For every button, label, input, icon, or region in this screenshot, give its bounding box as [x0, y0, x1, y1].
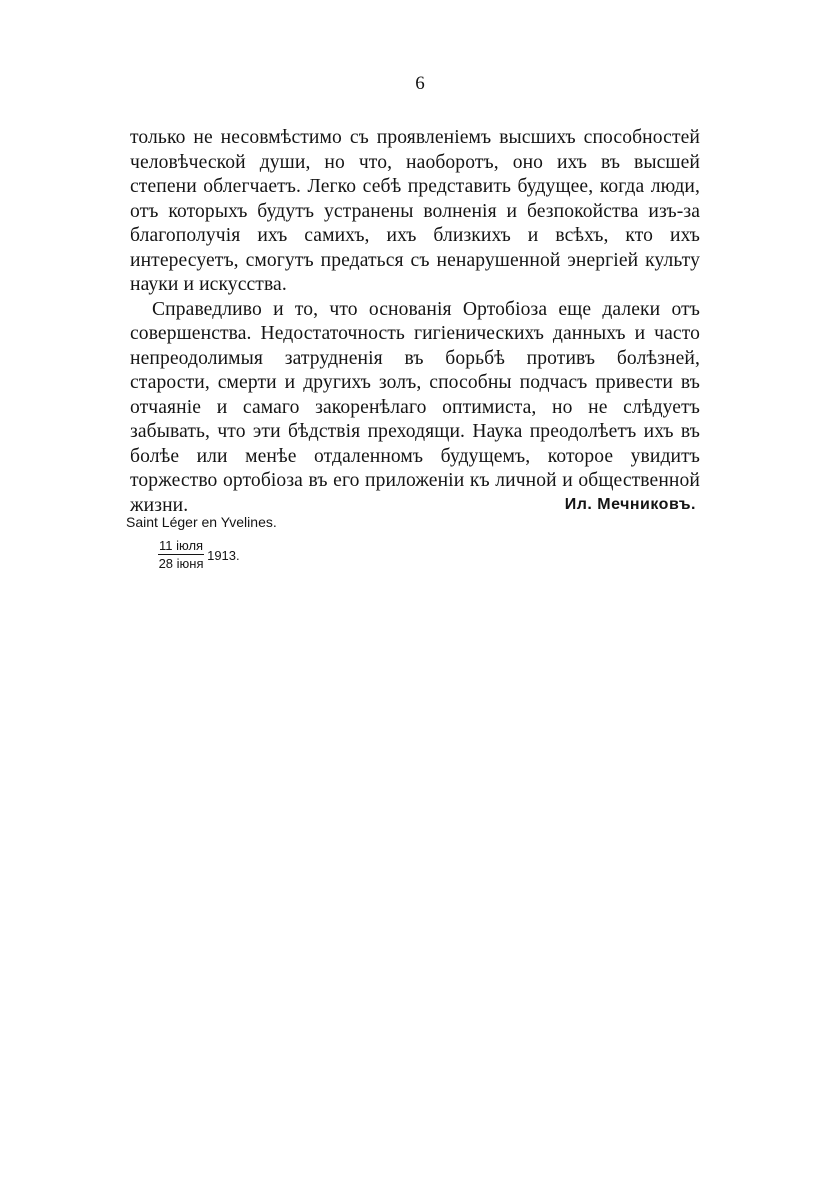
- date-new-style: 11 іюля: [159, 538, 204, 553]
- paragraph-orthobiosis: Справедливо и то, что основанія Ортобіоза еще далеки отъ совершенства. Недостаточность гигіеническихъ данныхъ и часто непреодолимыя затрудненія въ борьбѣ противъ болѣзней, старости, смерти и другихъ золъ, способны подчасъ привести въ отчаяніе и самаго закоренѣлаго оптимиста, но не слѣдуетъ забывать, что эти бѣдствія преходящи. Наука преодолѣетъ ихъ въ болѣе или менѣе отдаленномъ будущемъ, которое увидитъ торжество ортобіоза въ его приложеніи къ личной и общественной жизни.: [130, 298, 700, 516]
- dateline-date: [158, 538, 240, 571]
- page-number: 6: [415, 73, 425, 94]
- date-old-style: 28 іюня: [158, 556, 204, 571]
- author-signature: Ил. Мечниковъ.: [564, 496, 696, 513]
- paragraph-continuation: только не несовмѣстимо съ проявленіемъ высшихъ способностей человѣческой души, но что, наоборотъ, оно ихъ въ высшей степени облегчаетъ. Легко себѣ представить будущее, когда люди, отъ которыхъ будутъ устранены волненія и безпокойства изъ-за благополучія ихъ самихъ, ихъ близкихъ и всѣхъ, кто ихъ интересуетъ, смогутъ предаться съ ненарушенной энергіей культу науки и искусства.: [130, 127, 700, 295]
- double-date-fraction: [158, 538, 204, 571]
- body-text: [130, 126, 700, 518]
- dateline-place: Saint Léger en Yvelines.: [126, 514, 277, 530]
- date-year: 1913.: [207, 548, 240, 563]
